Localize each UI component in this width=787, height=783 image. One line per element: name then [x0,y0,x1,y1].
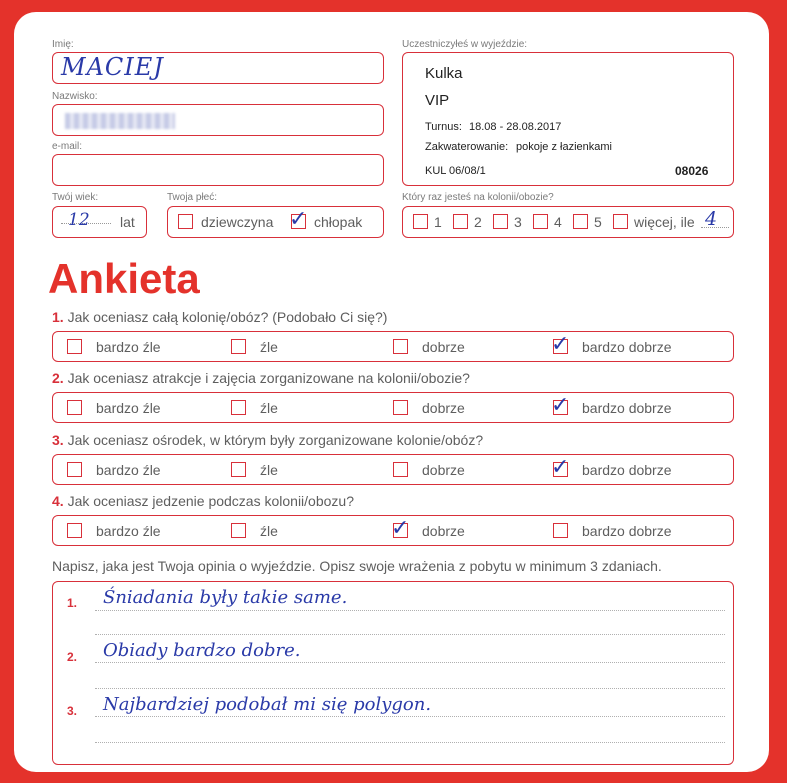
name-label: Imię: [52,39,74,50]
checkmark-icon: ✓ [551,455,570,480]
survey-form [14,12,769,772]
opinion-text: Najbardziej podobał mi się polygon. [103,694,432,715]
email-field[interactable] [52,154,384,186]
checkmark-icon: ✓ [551,393,570,418]
turnus-label: Turnus: [425,121,462,133]
accommodation-label: Zakwaterowanie: [425,141,509,153]
rating-row [52,515,734,546]
times-checkbox-4[interactable] [533,214,548,229]
gender-field [167,206,384,238]
rating-checkbox[interactable] [231,339,246,354]
rating-checkbox[interactable] [67,523,82,538]
rating-option-label: bardzo źle [96,523,161,539]
surname-field[interactable] [52,104,384,136]
rating-option-label: źle [260,523,278,539]
gender-option-boy: chłopak [314,214,363,230]
opinion-number: 3. [67,704,78,718]
gender-label: Twoja płeć: [167,192,218,203]
checkmark-icon: ✓ [391,516,410,541]
opinion-number: 2. [67,650,78,664]
trip-type: VIP [425,92,450,109]
checkmark-icon: ✓ [551,332,570,357]
question-label: Jak oceniasz jedzenie podczas kolonii/obozu? [67,493,354,509]
rating-option-label: bardzo dobrze [582,462,672,478]
question-text [52,370,470,386]
gender-checkbox-girl[interactable] [178,214,193,229]
times-option-2: 2 [474,214,482,230]
rating-option-label: źle [260,339,278,355]
rating-checkbox[interactable] [393,339,408,354]
rating-option-label: dobrze [422,400,465,416]
rating-checkbox[interactable] [67,462,82,477]
rating-option-label: bardzo dobrze [582,523,672,539]
times-option-3: 3 [514,214,522,230]
rating-option-label: dobrze [422,462,465,478]
rating-option-label: dobrze [422,523,465,539]
email-label: e-mail: [52,141,83,152]
rating-checkbox[interactable] [67,400,82,415]
trip-number: 08026 [675,164,709,178]
rating-checkbox[interactable] [393,462,408,477]
age-unit: lat [120,214,135,230]
rating-option-label: źle [260,400,278,416]
times-option-more: więcej, ile [634,214,695,230]
rating-checkbox[interactable] [67,339,82,354]
accommodation-value: pokoje z łazienkami [516,141,612,153]
rating-checkbox[interactable] [231,462,246,477]
times-field [402,206,734,238]
opinion-number: 1. [67,596,78,610]
rating-checkbox[interactable] [231,400,246,415]
times-checkbox-3[interactable] [493,214,508,229]
participant-label: Uczestniczyłeś w wyjeździe: [402,39,528,50]
age-label: Twój wiek: [52,192,99,203]
question-number: 2. [52,370,64,386]
times-checkbox-1[interactable] [413,214,428,229]
times-option-5: 5 [594,214,602,230]
opinion-text: Śniadania były takie same. [103,587,348,608]
question-label: Jak oceniasz atrakcje i zajęcia zorganizowane na kolonii/obozie? [67,370,470,386]
opinion-text: Obiady bardzo dobre. [103,640,301,661]
times-option-1: 1 [434,214,442,230]
name-value: MACIEJ [61,53,164,81]
question-number: 4. [52,493,64,509]
opinion-box[interactable] [52,581,734,765]
trip-info-box [402,52,734,186]
age-field[interactable] [52,206,147,238]
question-number: 1. [52,309,64,325]
question-text [52,309,387,325]
question-text [52,432,483,448]
times-checkbox-5[interactable] [573,214,588,229]
age-value: 12 [68,210,90,230]
rating-row [52,454,734,485]
checkmark-icon: ✓ [289,207,308,232]
rating-option-label: bardzo dobrze [582,339,672,355]
question-text [52,493,354,509]
times-option-4: 4 [554,214,562,230]
times-label: Który raz jesteś na kolonii/obozie? [402,192,554,203]
gender-option-girl: dziewczyna [201,214,274,230]
times-checkbox-2[interactable] [453,214,468,229]
rating-checkbox[interactable] [393,400,408,415]
name-field[interactable] [52,52,384,84]
rating-option-label: bardzo źle [96,400,161,416]
opinion-prompt: Napisz, jaka jest Twoja opinia o wyjeździe. Opisz swoje wrażenia z pobytu w minimum 3 zdaniach. [52,558,662,574]
question-number: 3. [52,432,64,448]
redacted-surname [65,113,175,129]
rating-checkbox[interactable] [553,523,568,538]
times-value: 4 [705,208,718,230]
surname-label: Nazwisko: [52,91,98,102]
rating-option-label: bardzo źle [96,339,161,355]
rating-row [52,392,734,423]
rating-option-label: bardzo dobrze [582,400,672,416]
trip-name: Kulka [425,65,463,82]
question-label: Jak oceniasz ośrodek, w którym były zorganizowane kolonie/obóz? [67,432,484,448]
trip-code: KUL 06/08/1 [425,165,486,177]
times-checkbox-more[interactable] [613,214,628,229]
turnus-value: 18.08 - 28.08.2017 [469,121,562,133]
question-label: Jak oceniasz całą kolonię/obóz? (Podobało Ci się?) [67,309,388,325]
rating-option-label: źle [260,462,278,478]
rating-checkbox[interactable] [231,523,246,538]
rating-row [52,331,734,362]
rating-option-label: dobrze [422,339,465,355]
page-title: Ankieta [48,255,200,302]
rating-option-label: bardzo źle [96,462,161,478]
